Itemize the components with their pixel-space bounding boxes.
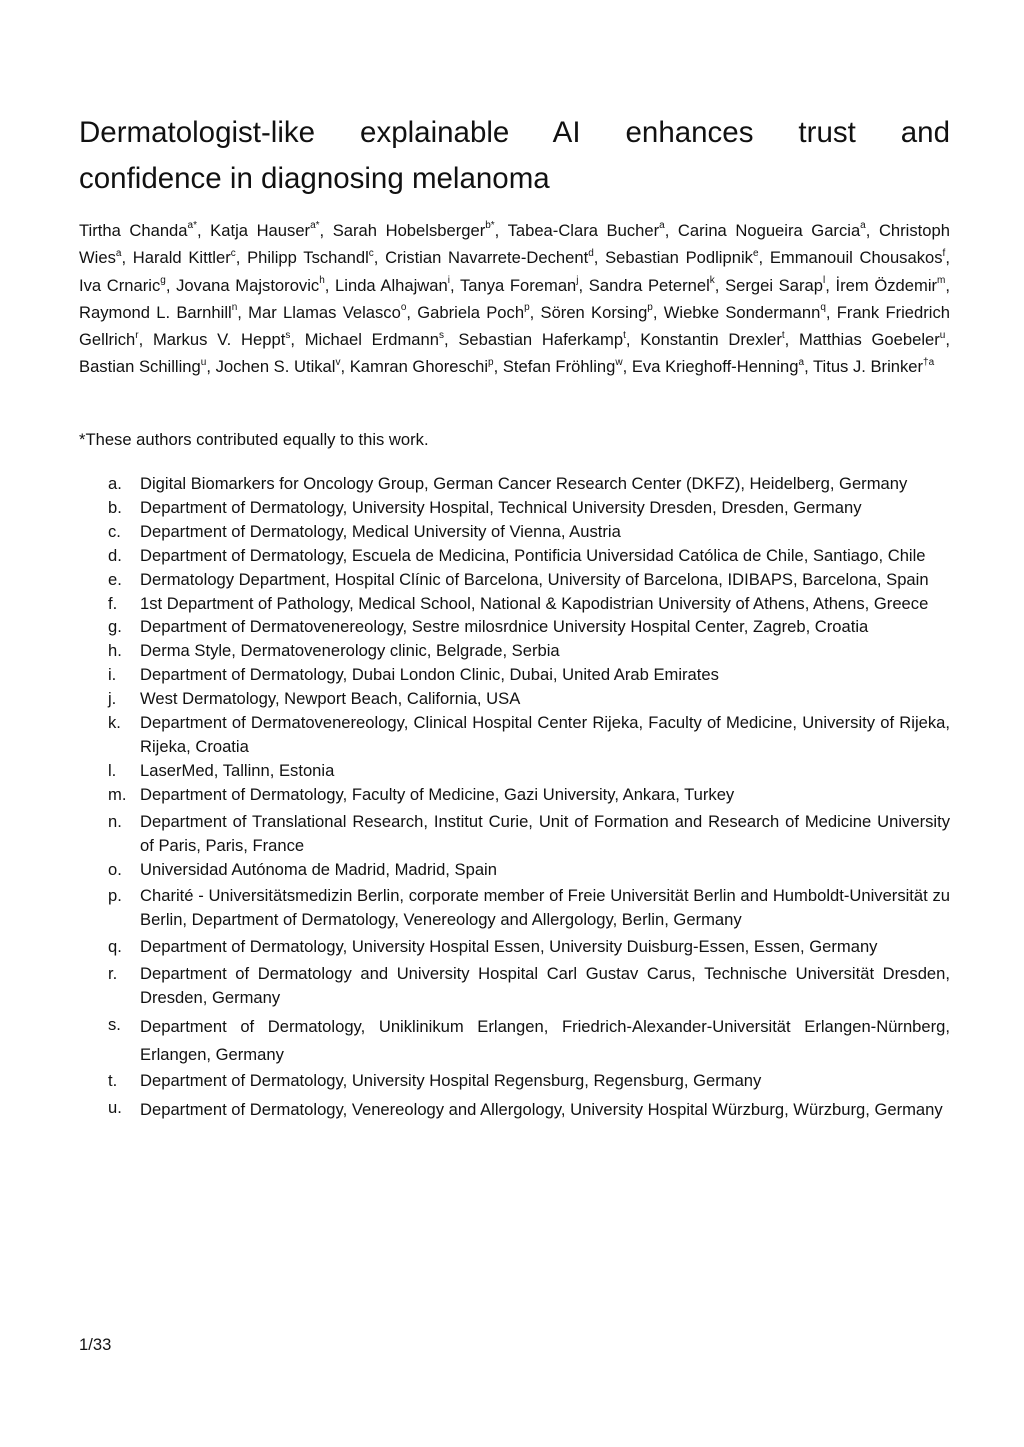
- affiliation-item: [79, 639, 950, 663]
- affiliation-label: n.: [108, 811, 122, 831]
- affiliation-label: j.: [108, 689, 117, 709]
- author-name: Sebastian Haferkamp: [458, 330, 624, 350]
- author-affiliation-mark: d: [588, 247, 594, 259]
- affiliation-item: [79, 759, 950, 783]
- author-name: Frank Friedrich Gellrich: [79, 302, 950, 350]
- author: [508, 221, 665, 240]
- author: [153, 330, 290, 349]
- affiliation-label: d.: [108, 545, 122, 565]
- author-affiliation-mark: a*: [310, 220, 320, 232]
- affiliation-text: LaserMed, Tallinn, Estonia: [140, 760, 335, 780]
- author-name: Sarah Hobelsberger: [332, 221, 486, 240]
- author-affiliation-mark: a: [798, 356, 805, 368]
- author: [605, 248, 758, 267]
- affiliation-label: e.: [108, 569, 122, 589]
- author-name: Carina Nogueira Garcia: [677, 221, 861, 240]
- author-name: Iva Crnaric: [79, 275, 161, 295]
- author-affiliation-mark: u: [200, 356, 207, 368]
- author: [417, 303, 529, 322]
- author-name: Sergei Sarap: [725, 275, 823, 295]
- author: [79, 276, 166, 295]
- author-affiliation-mark: a*: [187, 220, 197, 232]
- page-number: 1/33: [79, 1335, 112, 1354]
- author-name: Cristian Navarrete-Dechent: [385, 248, 589, 268]
- affiliation-item: [79, 496, 950, 520]
- author-name: İrem Özdemir: [835, 275, 938, 295]
- affiliation-item: [79, 1013, 950, 1069]
- affiliation-label: q.: [108, 937, 122, 957]
- author-affiliation-mark: s: [438, 329, 444, 341]
- affiliation-text: Department of Dermatovenereology, Sestre milosrdnice University Hospital Center, Zagreb, Croatia: [140, 617, 869, 637]
- author-affiliation-mark: j: [576, 275, 579, 287]
- author-affiliation-mark: f: [942, 247, 946, 259]
- author-affiliation-mark: †a: [923, 356, 935, 368]
- affiliation-item: [79, 858, 950, 882]
- author-list: Tirtha Chanda$^{a*}$, Katja Hauser$^{a*}$, Sarah Hobelsberger$^{b*}$, Tabea-Clara Bucher$^a$, Carina Nogueira Garcia$^a$, Christoph Wies$^a$, Harald Kittler$^c$, Philipp Tschandl$^c$, Cristian Navarrete-Dechent$^d$, Sebastian Podlipnik$^e$, Emmanouil Chousakos$^f$, Iva Crnaric$^g$, Jovana Majstorovic$^h$, Linda Alhajwan$^i$, Tanya Foreman$^j$, Sandra Peternel$^k$, Sergei Sarap$^l$, İrem Özdemir$^m$, Raymond L. Barnhill$^n$, Mar Llamas Velasco$^o$, Gabriela Poch$^p$, Sören Korsing$^p$, Wiebke Sondermann$^q$, Frank Friedrich Gellrich$^r$, Markus V. Heppt$^s$, Michael Erdmann$^s$, Sebastian Haferkamp$^t$, Konstantin Drexler$^t$, Matthias Goebeler$^u$, Bastian Schilling$^u$, Jochen S. Utikal$^v$, Kamran Ghoreschi$^p$, Stefan Fröhling$^w$, Eva Krieghoff-Henning$^a$, Titus J. Brinker$^{\dagger a}$: [79, 220, 950, 377]
- affiliation-label: l.: [108, 760, 117, 780]
- affiliation-label: m.: [108, 784, 127, 804]
- affiliation-item: [79, 1096, 950, 1124]
- affiliation-text: Department of Dermatology, Venereology and Allergology, University Hospital Würzburg, Würzburg, Germany: [140, 1099, 943, 1119]
- author-affiliation-mark: r: [135, 329, 139, 341]
- author: [835, 276, 945, 295]
- affiliation-item: [79, 1069, 950, 1093]
- author-affiliation-mark: q: [820, 302, 826, 314]
- author-name: Tabea-Clara Bucher: [507, 221, 660, 240]
- author-name: Titus J. Brinker: [813, 357, 924, 377]
- affiliation-label: b.: [108, 497, 122, 517]
- author-name: Sebastian Podlipnik: [605, 248, 753, 268]
- affiliation-text: Department of Dermatovenereology, Clinical Hospital Center Rijeka, Faculty of Medicine, University of Rijeka, Rijeka, Croatia: [140, 713, 950, 756]
- author: [460, 276, 579, 295]
- author-affiliation-mark: a: [659, 220, 665, 232]
- author-name: Konstantin Drexler: [640, 330, 782, 350]
- affiliation-text: Charité - Universitätsmedizin Berlin, corporate member of Freie Universität Berlin and Humboldt-Universität zu Berlin, Department of Dermatology, Venereology and Allergology, Berlin, Germany: [140, 886, 950, 930]
- affiliation-text: Digital Biomarkers for Oncology Group, German Cancer Research Center (DKFZ), Heidelberg, Germany: [140, 474, 908, 493]
- author: [664, 303, 826, 322]
- affiliation-text: Department of Dermatology, Medical University of Vienna, Austria: [140, 521, 621, 541]
- affiliation-item: [79, 615, 950, 639]
- author: [541, 303, 653, 322]
- affiliation-text: Dermatology Department, Hospital Clínic of Barcelona, University of Barcelona, IDIBAPS, Barcelona, Spain: [140, 569, 929, 589]
- author-name: Emmanouil Chousakos: [769, 248, 943, 268]
- affiliation-item: [79, 568, 950, 592]
- affiliation-text: Department of Dermatology and University Hospital Carl Gustav Carus, Technische Universität Dresden, Dresden, Germany: [140, 964, 950, 1008]
- affiliation-item: [79, 544, 950, 568]
- author-affiliation-mark: s: [285, 329, 291, 341]
- author: [335, 276, 450, 295]
- author-name: Sandra Peternel: [588, 275, 710, 295]
- author-affiliation-mark: a: [860, 220, 866, 232]
- affiliation-label: a.: [108, 474, 122, 493]
- author-affiliation-mark: t: [623, 329, 626, 341]
- author: [640, 330, 784, 349]
- affiliation-text: West Dermatology, Newport Beach, California, USA: [140, 689, 521, 709]
- paper-title: [79, 110, 950, 202]
- affiliation-item: [79, 711, 950, 759]
- affiliation-item: [79, 663, 950, 687]
- affiliation-label: g.: [108, 617, 122, 637]
- affiliation-label: p.: [108, 886, 122, 906]
- author: [725, 276, 825, 295]
- affiliation-label: o.: [108, 859, 122, 879]
- affiliation-label: s.: [108, 1014, 121, 1034]
- affiliation-text: Department of Dermatology, Escuela de Medicina, Pontificia Universidad Católica de Chile, Santiago, Chile: [140, 545, 926, 565]
- author-affiliation-mark: u: [939, 329, 946, 341]
- affiliation-text: Derma Style, Dermatovenerology clinic, Belgrade, Serbia: [140, 641, 560, 661]
- affiliation-label: k.: [108, 713, 121, 733]
- author-name: Linda Alhajwan: [335, 275, 448, 295]
- author-affiliation-mark: c: [230, 247, 236, 259]
- author-name: Michael Erdmann: [304, 330, 439, 350]
- author: [350, 357, 494, 376]
- affiliation-label: h.: [108, 641, 122, 661]
- author-name: Kamran Ghoreschi: [349, 357, 489, 377]
- author-affiliation-mark: w: [615, 356, 623, 368]
- author: [216, 357, 341, 376]
- author-name: Jochen S. Utikal: [215, 357, 336, 377]
- author: [678, 221, 866, 240]
- author: [813, 357, 934, 376]
- affiliation-item: [79, 783, 950, 807]
- author-name: Tanya Foreman: [459, 275, 577, 295]
- affiliation-text: Department of Translational Research, Institut Curie, Unit of Formation and Research of Medicine University of Paris, Paris, France: [140, 811, 950, 855]
- author: [79, 303, 237, 322]
- author-name: Matthias Goebeler: [799, 330, 940, 350]
- author-affiliation-mark: k: [709, 275, 715, 287]
- author: [248, 303, 406, 322]
- affiliation-text: Department of Dermatology, University Hospital, Technical University Dresden, Dresden, Germany: [140, 497, 862, 517]
- author: [503, 357, 623, 376]
- affiliation-text: 1st Department of Pathology, Medical School, National & Kapodistrian University of Athens, Athens, Greece: [140, 593, 929, 613]
- author-affiliation-mark: p: [488, 356, 494, 368]
- author-affiliation-mark: m: [937, 275, 946, 287]
- affiliation-label: f.: [108, 593, 118, 613]
- author-affiliation-mark: i: [447, 275, 450, 287]
- author-name: Eva Krieghoff-Henning: [631, 357, 799, 377]
- affiliation-text: Department of Dermatology, University Hospital Regensburg, Regensburg, Germany: [140, 1070, 762, 1090]
- author: [247, 248, 374, 267]
- author-affiliation-mark: b*: [485, 220, 495, 232]
- author-name: Gabriela Poch: [417, 302, 525, 322]
- author: [176, 276, 325, 295]
- affiliation-item: [79, 962, 950, 1010]
- author-name: Harald Kittler: [132, 248, 231, 268]
- affiliation-item: [79, 935, 950, 959]
- author: [632, 357, 804, 376]
- author-name: Philipp Tschandl: [247, 248, 369, 268]
- affiliation-list: [79, 472, 950, 1124]
- affiliation-item: [79, 592, 950, 616]
- author-affiliation-mark: e: [752, 247, 759, 259]
- author-name: Bastian Schilling: [79, 357, 201, 377]
- author-name: Katja Hauser: [210, 221, 311, 240]
- affiliation-label: t.: [108, 1070, 118, 1090]
- affiliation-text: Department of Dermatology, University Hospital Essen, University Duisburg-Essen, Essen, Germany: [140, 937, 878, 957]
- affiliation-text: Universidad Autónoma de Madrid, Madrid, Spain: [140, 859, 497, 879]
- author-affiliation-mark: p: [524, 302, 530, 314]
- author: [458, 330, 626, 349]
- author: [333, 221, 495, 240]
- equal-contribution-note: *These authors contributed equally to this work.: [79, 430, 429, 449]
- author: [385, 248, 594, 267]
- author-affiliation-mark: g: [160, 275, 166, 287]
- affiliation-label: i.: [108, 665, 117, 685]
- affiliation-label: r.: [108, 964, 118, 984]
- affiliation-item: [79, 520, 950, 544]
- affiliation-item: [79, 884, 950, 932]
- author-affiliation-mark: v: [335, 356, 341, 368]
- author-affiliation-mark: a: [115, 247, 122, 259]
- affiliation-item: [79, 810, 950, 858]
- author-name: Christoph Wies: [79, 221, 950, 268]
- affiliation-label: c.: [108, 521, 121, 541]
- author-name: Jovana Majstorovic: [176, 275, 320, 295]
- author-name: Sören Korsing: [540, 302, 648, 322]
- author-name: Mar Llamas Velasco: [248, 302, 401, 322]
- affiliation-item: [79, 687, 950, 711]
- affiliation-item: [79, 472, 950, 496]
- author-affiliation-mark: n: [231, 302, 238, 314]
- title-line-1: Dermatologist-like explainable AI enhances trust and: [79, 116, 950, 149]
- author-affiliation-mark: h: [319, 275, 325, 287]
- affiliation-text: Department of Dermatology, Uniklinikum Erlangen, Friedrich-Alexander-Universität Erlangen-Nürnberg, Erlangen, Germany: [140, 1016, 950, 1064]
- author-name: Stefan Fröhling: [502, 357, 616, 377]
- author-affiliation-mark: l: [822, 275, 826, 287]
- affiliation-label: u.: [108, 1097, 122, 1117]
- author: [589, 276, 715, 295]
- author: [79, 357, 206, 376]
- author: [133, 248, 236, 267]
- author: [770, 248, 946, 267]
- author-name: Markus V. Heppt: [152, 330, 286, 350]
- author-affiliation-mark: p: [647, 302, 653, 314]
- title-line-2: confidence in diagnosing melanoma: [79, 162, 550, 195]
- author-affiliation-mark: t: [781, 329, 785, 341]
- author-affiliation-mark: c: [368, 247, 374, 259]
- author: [305, 330, 444, 349]
- affiliation-text: Department of Dermatology, Faculty of Medicine, Gazi University, Ankara, Turkey: [140, 784, 735, 804]
- author-name: Tirtha Chanda: [79, 221, 188, 240]
- author: [210, 221, 319, 240]
- author: [799, 330, 945, 349]
- author-affiliation-mark: o: [400, 302, 407, 314]
- author-name: Raymond L. Barnhill: [79, 302, 232, 322]
- author: [79, 221, 197, 240]
- affiliation-text: Department of Dermatology, Dubai London Clinic, Dubai, United Arab Emirates: [140, 665, 719, 685]
- author-name: Wiebke Sondermann: [663, 302, 821, 322]
